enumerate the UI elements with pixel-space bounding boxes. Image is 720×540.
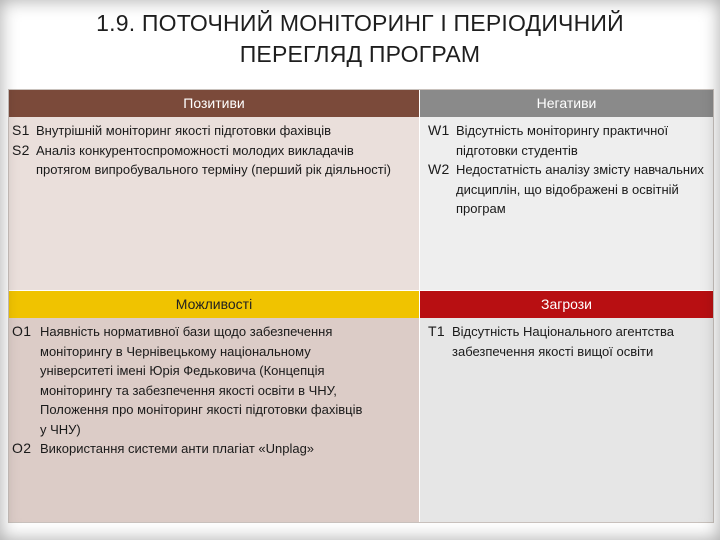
item-code: W1 [428,122,450,138]
item-text: Внутрішній моніторинг якості підготовки фахівців [36,123,332,138]
item-code: O1 [12,323,32,339]
weaknesses-header: Негативи [420,90,713,117]
slide-title [40,8,680,70]
list-item-s2 [12,141,411,180]
item-code: W2 [428,161,450,177]
list-item-t1 [428,322,683,361]
swot-table [8,89,714,523]
strengths-header: Позитиви [9,90,419,117]
item-text: Використання системи анти плагіат «Unplag» [40,441,315,456]
slide-title-line-2: ПЕРЕГЛЯД ПРОГРАМ [239,41,481,67]
list-item-o2 [12,439,369,459]
strengths-list [9,121,419,180]
list-item-w1 [428,121,705,160]
item-code: O2 [12,440,32,456]
item-text: Відсутність моніторингу практичної підготовки студентів [456,123,669,158]
opportunities-quadrant [9,290,419,522]
item-code: S1 [12,122,30,138]
weaknesses-quadrant [419,90,713,290]
list-item-s1 [12,121,411,141]
item-text: Аналіз конкурентоспроможності молодих викладачів протягом випробувального терміну (перший рік діяльності) [36,142,391,177]
opportunities-header: Можливості [9,291,419,318]
item-text: Відсутність Національного агентства забезпечення якості вищої освіти [452,324,675,359]
threats-list [420,322,713,361]
opportunities-list [9,322,419,459]
weaknesses-list [420,121,713,219]
item-code: T1 [428,323,445,339]
list-item-w2 [428,160,705,219]
threats-quadrant [419,290,713,522]
item-text: Наявність нормативної бази щодо забезпечення моніторингу в Чернівецькому національному університеті імені Юрія Федьковича (Концепція моніторингу та забезпечення якості освіти в ЧНУ, Положення про моніторинг якості підготовки фахівців у ЧНУ) [40,324,363,437]
threats-header: Загрози [420,291,713,318]
strengths-quadrant [9,90,419,290]
list-item-o1 [12,322,369,439]
item-code: S2 [12,141,30,158]
item-text: Недостатність аналізу змісту навчальних дисциплін, що відображені в освітній програм [456,162,704,216]
slide-title-line-1: 1.9. ПОТОЧНИЙ МОНІТОРИНГ І ПЕРІОДИЧНИЙ [96,10,624,36]
